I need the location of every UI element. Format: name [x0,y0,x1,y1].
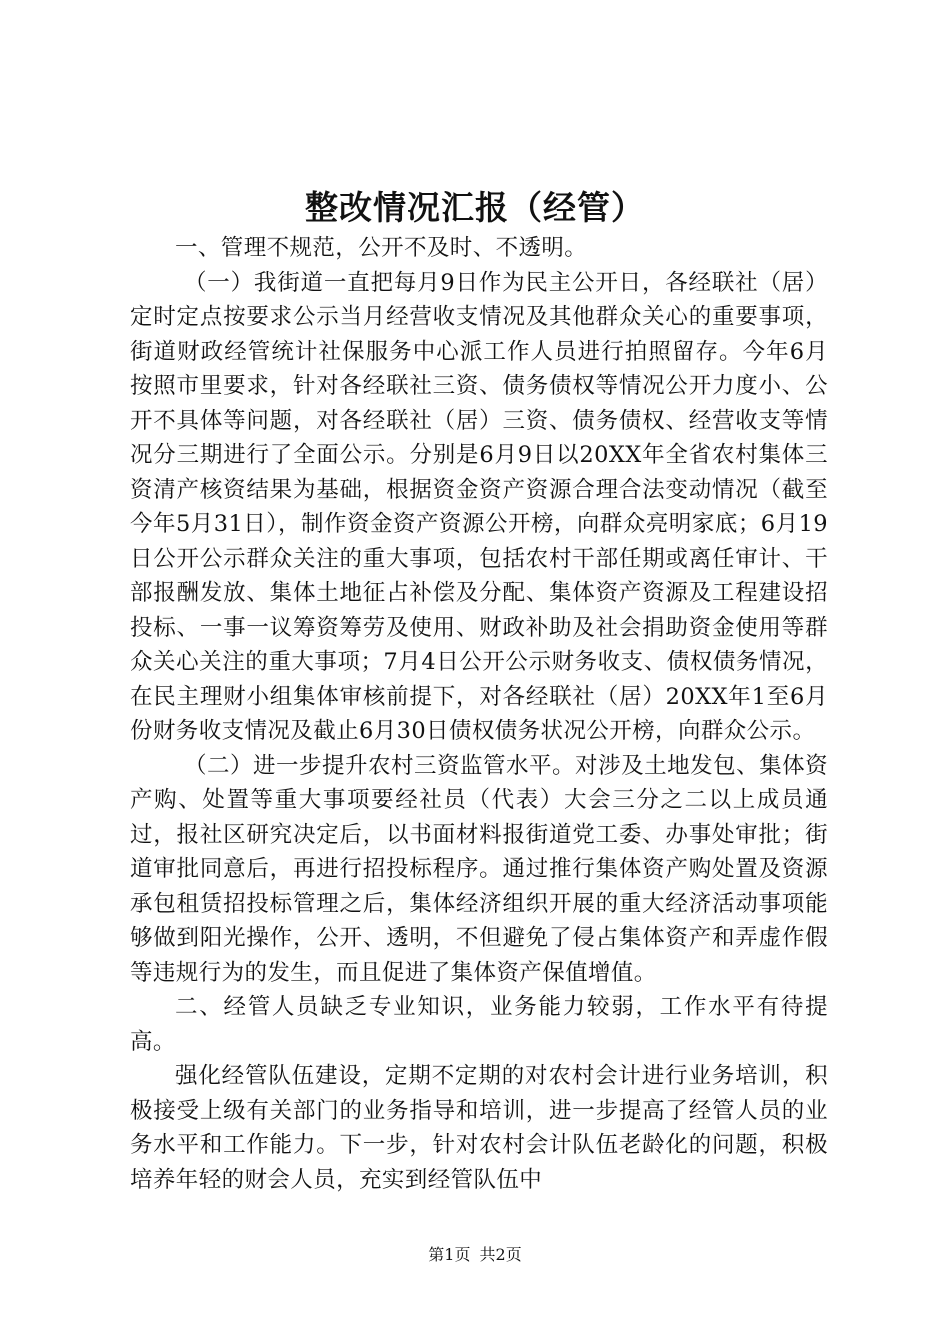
section-heading-2: 二、经管人员缺乏专业知识，业务能力较弱，工作水平有待提高。 [130,994,828,1055]
page-footer [0,1244,950,1266]
section-heading-1: 一、管理不规范，公开不及时、不透明。 [175,235,588,261]
paragraph-2: （二）进一步提升农村三资监管水平。对涉及土地发包、集体资产购、处置等重大事项要经社员（代表）大会三分之二以上成员通过，报社区研究决定后，以书面材料报街道党工委、办事处审批；街道审批同意后，再进行招投标程序。通过推行集体资产购处置及资源承包租赁招投标管理之后，集体经济组织开展的重大经济活动事项能够做到阳光操作，公开、透明，不但避免了侵占集体资产和弄虚作假等违规行为的发生，而且促进了集体资产保值增值。 [130,752,828,986]
page-total: 共2页 [479,1245,522,1264]
page-number: 第1页 [428,1245,471,1264]
document-title: 整改情况汇报（经管） [305,188,645,227]
paragraph-1: （一）我街道一直把每月9日作为民主公开日，各经联社（居）定时定点按要求公示当月经营收支情况及其他群众关心的重要事项，街道财政经管统计社保服务中心派工作人员进行拍照留存。今年6月按照市里要求，针对各经联社三资、债务债权等情况公开力度小、公开不具体等问题，对各经联社（居）三资、债务债权、经营收支等情况分三期进行了全面公示。分别是6月9日以20XX年全省农村集体三资清产核资结果为基础，根据资金资产资源合理合法变动情况（截至今年5月31日），制作资金资产资源公开榜，向群众亮明家底；6月19日公开公示群众关注的重大事项，包括农村干部任期或离任审计、干部报酬发放、集体土地征占补偿及分配、集体资产资源及工程建设招投标、一事一议筹资筹劳及使用、财政补助及社会捐助资金使用等群众关心关注的重大事项；7月4日公开公示财务收支、债权债务情况，在民主理财小组集体审核前提下，对各经联社（居）20XX年1至6月份财务收支情况及截止6月30日债权债务状况公开榜，向群众公示。 [130,269,828,744]
document-body [130,231,828,1197]
paragraph-3: 强化经管队伍建设，定期不定期的对农村会计进行业务培训，积极接受上级有关部门的业务指导和培训，进一步提高了经管人员的业务水平和工作能力。下一步，针对农村会计队伍老龄化的问题，积极培养年轻的财会人员，充实到经管队伍中 [130,1063,828,1193]
